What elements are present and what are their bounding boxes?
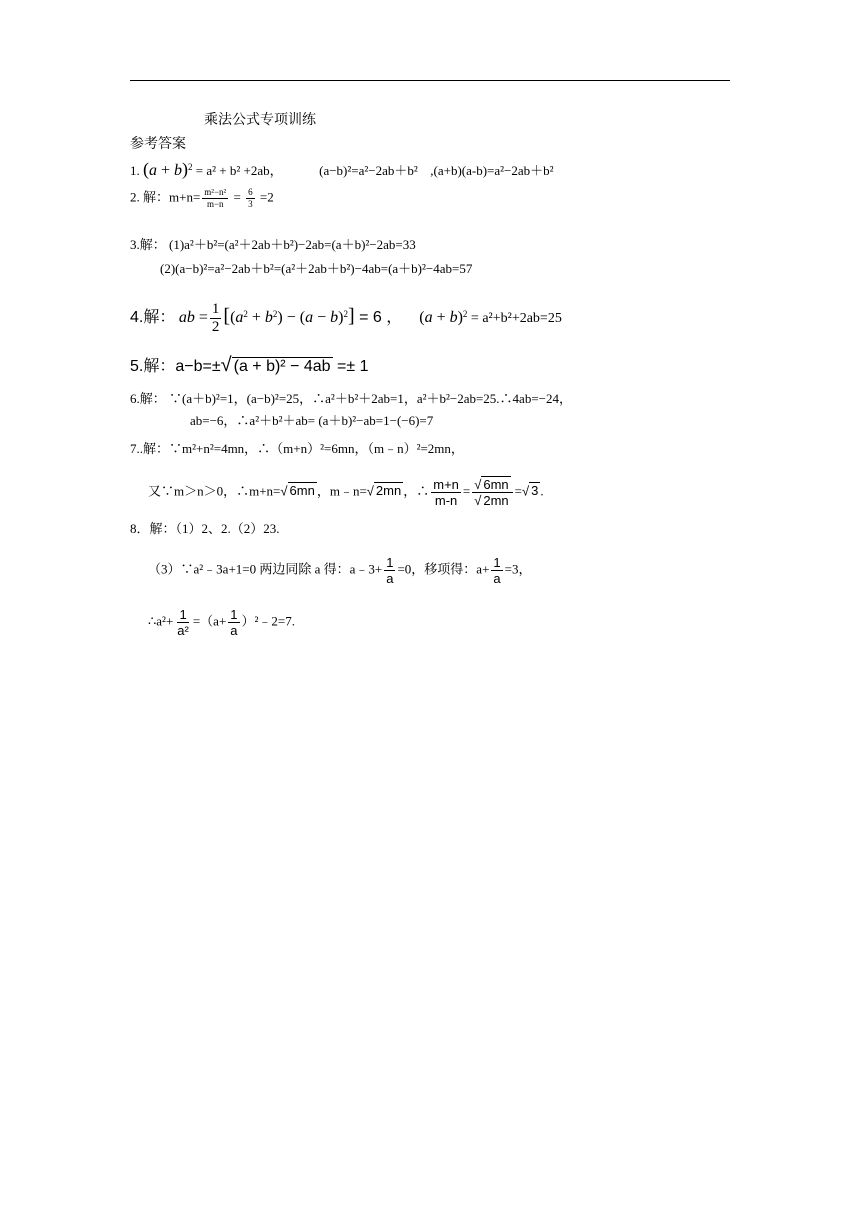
q8-l3-frac2-num: 1 (230, 607, 238, 622)
q4-lead: 4.解： (130, 309, 176, 327)
q7-line-2 (148, 478, 544, 507)
q4-half (210, 302, 222, 335)
q3-line-2: (2)(a−b)²=a²−2ab＋b²=(a²＋2ab＋b²)−4ab=(a＋b)²−4ab=57 (160, 261, 473, 276)
q7-root-frac-num: √ 6mn (472, 478, 512, 493)
q2-line (130, 188, 274, 209)
q8-l3-frac1-den: a² (177, 623, 189, 638)
q8-l3-frac1-num: 1 (179, 607, 187, 622)
q7-sqrt-2mn: √ 2mn (366, 483, 402, 499)
q7-eq2: = (514, 483, 523, 499)
q5-line (130, 354, 368, 378)
q8-l2-frac2 (491, 556, 502, 585)
q8-l2-frac2-num: 1 (493, 555, 501, 570)
q4-half-den: 2 (211, 319, 220, 335)
q7-frac (431, 478, 461, 507)
q7-rfrac-num: 6mn (483, 477, 509, 492)
q7-root-frac-den: √ 2mn (474, 493, 509, 508)
q7-end: . (540, 483, 544, 499)
q4-line (130, 302, 562, 335)
q1-formula-lhs: $(a + b)^2$ (143, 159, 193, 179)
q6-line-2: ab=−6，∴a²＋b²＋ab= (a＋b)²−ab=1−(−6)=7 (190, 413, 434, 428)
q8-l3-frac1 (175, 608, 191, 637)
q2-frac2-den: 3 (248, 199, 253, 209)
q5-sqrt-sign: √ (220, 354, 232, 376)
q8-l2-frac1-num: 1 (386, 555, 394, 570)
q8-l2-frac1 (384, 556, 395, 585)
q7-line-1: 7..解：∵m²+n²=4mn，∴（m+n）²=6mn，（m﹣n）²=2mn， (130, 441, 464, 456)
header-rule (130, 80, 730, 81)
q7-root-frac (472, 478, 512, 507)
q4-sum-square: $(a + b)^2$ (419, 309, 468, 327)
q7-eq1: = (462, 483, 471, 499)
q8-l2-lead: （3）∵a²﹣3a+1=0 两边同除 a 得：a﹣3+ (148, 561, 383, 577)
answer-heading: 参考答案 (130, 137, 186, 152)
q7-rad2: 2mn (375, 483, 402, 499)
page-title: 乘法公式专项训练 (204, 113, 316, 128)
q7-frac-den: m-n (434, 493, 458, 508)
q1-num: 1. (130, 163, 140, 178)
q1-line (130, 160, 554, 180)
q7-rad1: 6mn (289, 483, 315, 499)
q2-fraction-1 (202, 188, 228, 209)
q8-l3-lead: ∴a²+ (148, 613, 174, 629)
q4-tail: = a²+b²+2ab=25 (467, 311, 562, 327)
q4-formula: ab = $\frac{1}{2}$ $[(a^2 + b^2) - (a - b)^2]$ (178, 301, 355, 335)
q7-mid: ，m﹣n= (316, 483, 367, 499)
q3-line-1: 3.解： (1)a²＋b²=(a²＋2ab＋b²)−2ab=(a＋b)²−2ab=33 (130, 237, 416, 252)
q8-l2-frac2-den: a (493, 571, 501, 586)
q2-tail: =2 (259, 189, 274, 205)
q4-half-num: 1 (211, 301, 220, 317)
q8-l2-frac1-den: a (386, 571, 394, 586)
q8-line-1: 8．解：（1）2、2.（2）23. (130, 521, 280, 536)
q2-frac1-num: m²−n² (204, 187, 227, 197)
q7-lead: 又∵m＞n＞0，∴m+n= (148, 483, 281, 499)
q8-l3-mid: =（a+ (192, 613, 227, 629)
q2-lead: 2. 解：m+n= (130, 189, 201, 205)
q1-part3: ,(a+b)(a-b)=a²−2ab＋b² (430, 163, 554, 178)
q7-sqrt-6mn: √ 6mn (280, 483, 315, 499)
q2-fraction-2 (246, 188, 255, 209)
q1-part2: (a−b)²=a²−2ab＋b² (319, 163, 418, 178)
q6-line-1: 6.解： ∵(a＋b)²=1，(a−b)²=25，∴a²＋b²＋2ab=1，a²＋b²−2ab=25.∴4ab=−24， (130, 391, 572, 406)
q8-l3-frac2-den: a (230, 623, 238, 638)
q7-rfrac-den: 2mn (483, 493, 509, 508)
q8-l2-mid: =0，移项得：a+ (397, 561, 490, 577)
q8-line-2 (148, 556, 531, 585)
q7-sqrt-3: √ 3 (522, 483, 539, 499)
q7-frac-num: m+n (433, 477, 459, 492)
q2-frac2-num: 6 (248, 187, 253, 197)
q8-l3-end: ）²﹣2=7. (241, 613, 295, 629)
q4-equals-six: = 6 ， (354, 309, 403, 327)
q8-l3-frac2 (228, 608, 239, 637)
q7-rad3: 3 (531, 483, 539, 499)
q7-therefore: ，∴ (403, 483, 430, 499)
q5-radicand: (a + b)² − 4ab (233, 358, 331, 375)
q8-line-3 (148, 608, 295, 637)
q2-frac1-den: m−n (206, 199, 224, 209)
q2-equals: = (233, 189, 241, 205)
q1-part1-tail: = a² + b² +2ab， (192, 163, 283, 178)
q5-lead: 5.解：a−b=± (130, 358, 221, 375)
q5-tail: =± 1 (332, 358, 369, 375)
q8-l2-end: =3， (504, 561, 532, 577)
